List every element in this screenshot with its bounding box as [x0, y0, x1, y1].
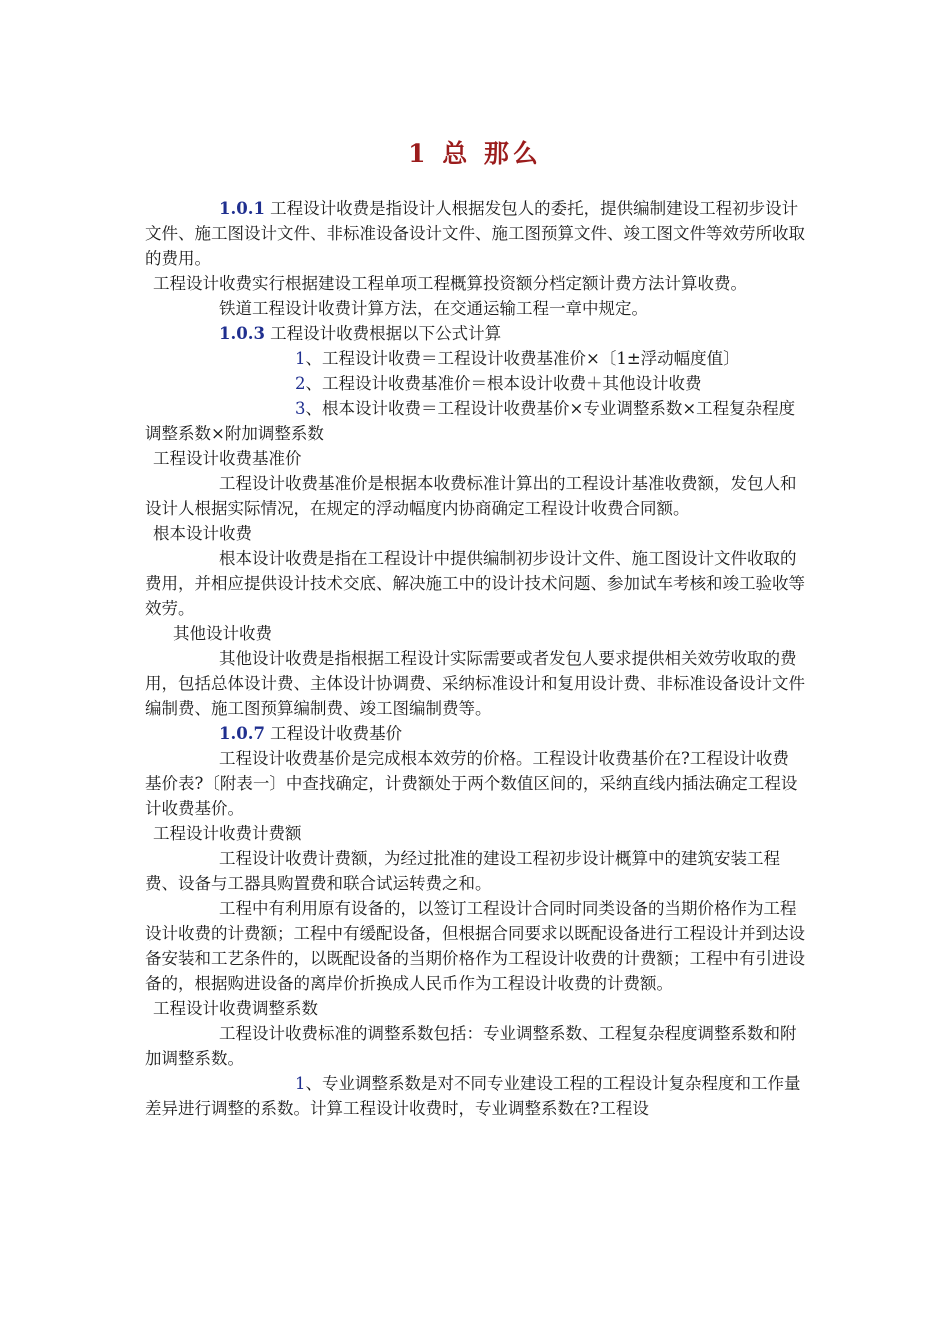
page-title: 1 总 那么	[408, 139, 542, 168]
paragraph: 工程设计收费基准价是根据本收费标准计算出的工程设计基准收费额，发包人和设计人根据实际情况，在规定的浮动幅度内协商确定工程设计收费合同额。	[145, 474, 797, 518]
paragraph: 工程设计收费计费额，为经过批准的建设工程初步设计概算中的建筑安装工程费、设备与工器具购置费和联合试运转费之和。	[145, 849, 780, 893]
formula-number: 3	[295, 399, 306, 418]
formula-1	[145, 346, 805, 371]
document-body	[145, 196, 805, 1121]
clause-text: 工程设计收费根据以下公式计算	[264, 324, 502, 343]
formula-text: 、根本设计收费＝工程设计收费基价×专业调整系数×工程复杂程度调整系数×附加调整系数	[145, 399, 796, 443]
section-heading: 工程设计收费调整系数	[153, 999, 318, 1018]
paragraph: 工程设计收费实行根据建设工程单项工程概算投资额分档定额计费方法计算收费。	[153, 274, 747, 293]
clause-text: 工程设计收费基价	[264, 724, 403, 743]
formula-text: 、工程设计收费＝工程设计收费基准价×〔1±浮动幅度值〕	[305, 349, 740, 368]
paragraph: 工程设计收费标准的调整系数包括：专业调整系数、工程复杂程度调整系数和附加调整系数。	[145, 1024, 797, 1068]
clause-number: 1.0.7	[219, 724, 265, 743]
section-heading: 工程设计收费计费额	[153, 824, 302, 843]
item-text: 、专业调整系数是对不同专业建设工程的工程设计复杂程度和工作量差异进行调整的系数。计算工程设计收费时，专业调整系数在?工程设	[145, 1074, 801, 1118]
clause-number: 1.0.1	[219, 199, 265, 218]
clause-1-0-1	[145, 196, 805, 271]
clause-text: 工程设计收费是指设计人根据发包人的委托，提供编制建设工程初步设计文件、施工图设计文件、非标准设备设计文件、施工图预算文件、竣工图文件等效劳所收取的费用。	[145, 199, 805, 268]
paragraph: 铁道工程设计收费计算方法，在交通运输工程一章中规定。	[219, 299, 648, 318]
clause-number: 1.0.3	[219, 324, 265, 343]
section-heading: 根本设计收费	[153, 524, 252, 543]
clause-1-0-7	[145, 721, 805, 746]
formula-number: 2	[295, 374, 306, 393]
section-heading: 其他设计收费	[173, 624, 272, 643]
paragraph	[145, 1071, 805, 1121]
paragraph: 根本设计收费是指在工程设计中提供编制初步设计文件、施工图设计文件收取的费用，并相应提供设计技术交底、解决施工中的设计技术问题、参加试车考核和竣工验收等效劳。	[145, 549, 805, 618]
formula-number: 1	[295, 349, 306, 368]
formula-text: 、工程设计收费基准价＝根本设计收费＋其他设计收费	[305, 374, 702, 393]
formula-3	[145, 396, 805, 446]
paragraph: 工程中有利用原有设备的，以签订工程设计合同时同类设备的当期价格作为工程设计收费的计费额；工程中有缓配设备，但根据合同要求以既配设备进行工程设计并到达设备安装和工艺条件的，以既配设备的当期价格作为工程设计收费的计费额；工程中有引进设备的，根据购进设备的离岸价折换成人民币作为工程设计收费的计费额。	[145, 899, 805, 993]
item-number: 1	[295, 1074, 306, 1093]
clause-1-0-3	[145, 321, 805, 346]
paragraph: 工程设计收费基价是完成根本效劳的价格。工程设计收费基价在?工程设计收费基价表?〔附表一〕中查找确定，计费额处于两个数值区间的，采纳直线内插法确定工程设计收费基价。	[145, 749, 798, 818]
section-heading: 工程设计收费基准价	[153, 449, 302, 468]
formula-2	[145, 371, 805, 396]
paragraph: 其他设计收费是指根据工程设计实际需要或者发包人要求提供相关效劳收取的费用，包括总体设计费、主体设计协调费、采纳标准设计和复用设计费、非标准设备设计文件编制费、施工图预算编制费、竣工图编制费等。	[145, 649, 805, 718]
